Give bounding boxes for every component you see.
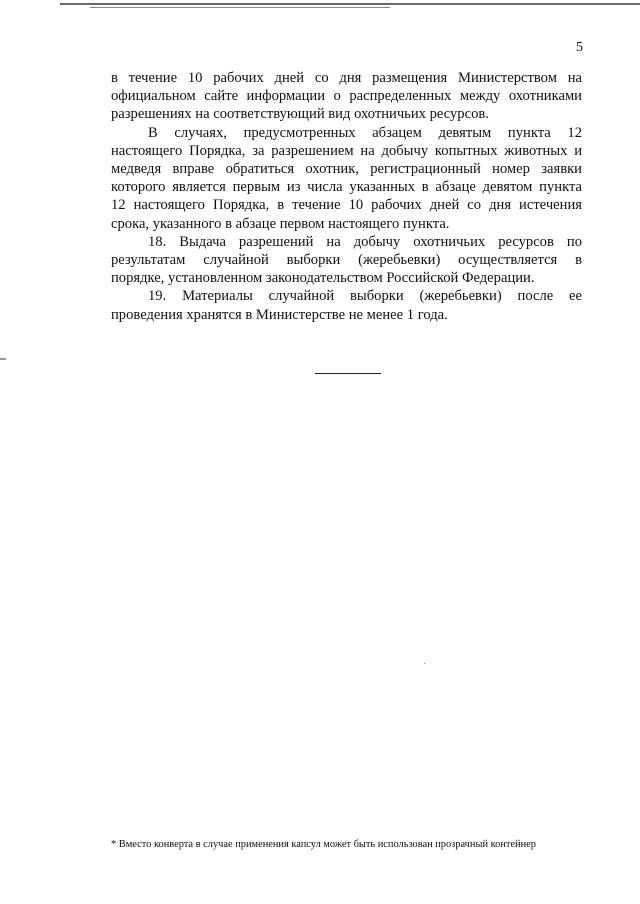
paragraph-cases — [111, 124, 582, 233]
text-line: настоящего Порядка, за разрешением на добычу копытных животных и — [111, 142, 582, 159]
text-line: результатам случайной выборки (жеребьевки) осуществляется в — [111, 252, 582, 269]
scan-edge-line-secondary — [90, 7, 390, 8]
text-line: В случаях, предусмотренных абзацем девятым пункта 12 — [148, 124, 582, 141]
text-line: 19. Материалы случайной выборки (жеребьевки) после ее — [148, 288, 582, 305]
paragraph-item-19 — [111, 287, 582, 323]
text-line: медведя вправе обратиться охотник, регистрационный номер заявки — [111, 161, 582, 178]
paragraph-continuation — [111, 69, 582, 124]
paragraph-item-18 — [111, 233, 582, 288]
document-body — [111, 69, 582, 324]
text-line: официальном сайте информации о распределенных между охотниками — [111, 88, 582, 105]
text-line: 18. Выдача разрешений на добычу охотничьих ресурсов по — [148, 233, 582, 250]
footnote: * Вместо конверта в случае применения капсул может быть использован прозрачный контейнер — [111, 839, 536, 850]
text-line: срока, указанного в абзаце первом настоящего пункта. — [111, 215, 450, 232]
text-line: которого является первым из числа указанных в абзаце девятом пункта — [111, 179, 582, 196]
scan-edge-line — [60, 3, 640, 5]
text-line: в течение 10 рабочих дней со дня размещения Министерством на — [111, 70, 582, 86]
text-line: разрешениях на соответствующий вид охотничьих ресурсов. — [111, 106, 489, 123]
end-separator-line — [315, 373, 381, 374]
scan-speck — [424, 663, 425, 664]
scan-margin-mark — [0, 358, 6, 360]
text-line: порядке, установленном законодательством Российской Федерации. — [111, 270, 535, 287]
text-line: проведения хранятся в Министерстве не менее 1 года. — [111, 306, 448, 323]
page-number: 5 — [576, 40, 583, 55]
text-line: 12 настоящего Порядка, в течение 10 рабочих дней со дня истечения — [111, 197, 582, 214]
